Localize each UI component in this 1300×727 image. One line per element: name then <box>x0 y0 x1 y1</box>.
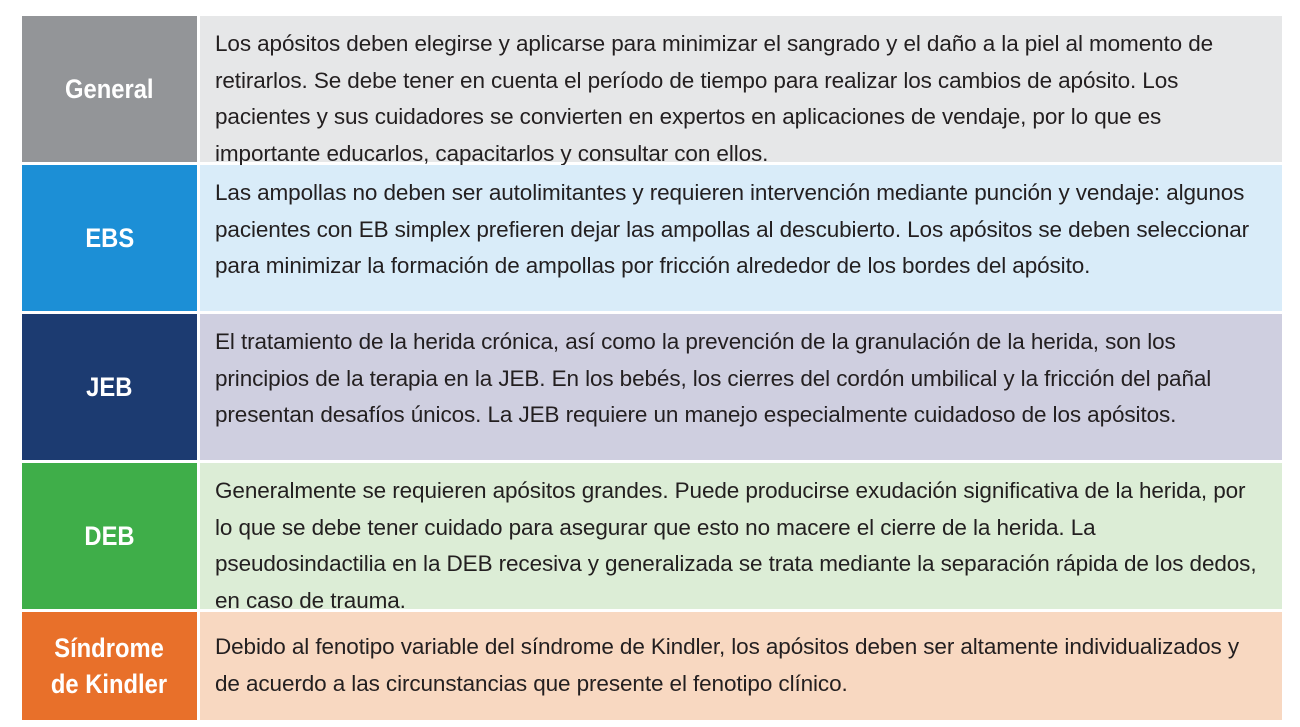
row-text-ebs: Las ampollas no deben ser autolimitantes y requieren intervención mediante punción y vendaje: algunos pacientes con EB simplex prefieren dejar las ampollas al descubierto. Los apósitos se deben seleccionar para minimizar la formación de ampollas por fricción alrededor de los bordes del apósito. <box>200 165 1282 311</box>
row-text-kindler: Debido al fenotipo variable del síndrome de Kindler, los apósitos deben ser altamente individualizados y de acuerdo a las circunstancias que presente el fenotipo clínico. <box>200 612 1282 720</box>
row-label-kindler <box>22 612 197 720</box>
row-label-ebs <box>22 165 197 311</box>
row-label-general <box>22 16 197 162</box>
row-text-deb: Generalmente se requieren apósitos grandes. Puede producirse exudación significativa de la herida, por lo que se debe tener cuidado para asegurar que esto no macere el cierre de la herida. La pseudosindactilia en la DEB recesiva y generalizada se trata mediante la separación rápida de los dedos, en caso de trauma. <box>200 463 1282 609</box>
row-label-ebs-text: EBS <box>85 223 134 253</box>
row-label-deb <box>22 463 197 609</box>
row-text-general: Los apósitos deben elegirse y aplicarse para minimizar el sangrado y el daño a la piel al momento de retirarlos. Se debe tener en cuenta el período de tiempo para realizar los cambios de apósito. Los pacientes y sus cuidadores se convierten en expertos en aplicaciones de vendaje, por lo que es importante educarlos, capacitarlos y consultar con ellos. <box>200 16 1282 162</box>
wound-care-table <box>22 16 1282 716</box>
row-label-kindler-line2: de Kindler <box>51 669 168 699</box>
row-label-general-text: General <box>65 74 154 104</box>
row-text-jeb: El tratamiento de la herida crónica, así como la prevención de la granulación de la herida, son los principios de la terapia en la JEB. En los bebés, los cierres del cordón umbilical y la fricción del pañal presentan desafíos únicos. La JEB requiere un manejo especialmente cuidadoso de los apósitos. <box>200 314 1282 460</box>
row-label-jeb-text: JEB <box>86 372 133 402</box>
row-label-jeb <box>22 314 197 460</box>
row-label-kindler-wrap <box>51 630 167 702</box>
row-label-deb-text: DEB <box>84 521 135 551</box>
row-label-kindler-line1: Síndrome <box>54 633 165 663</box>
